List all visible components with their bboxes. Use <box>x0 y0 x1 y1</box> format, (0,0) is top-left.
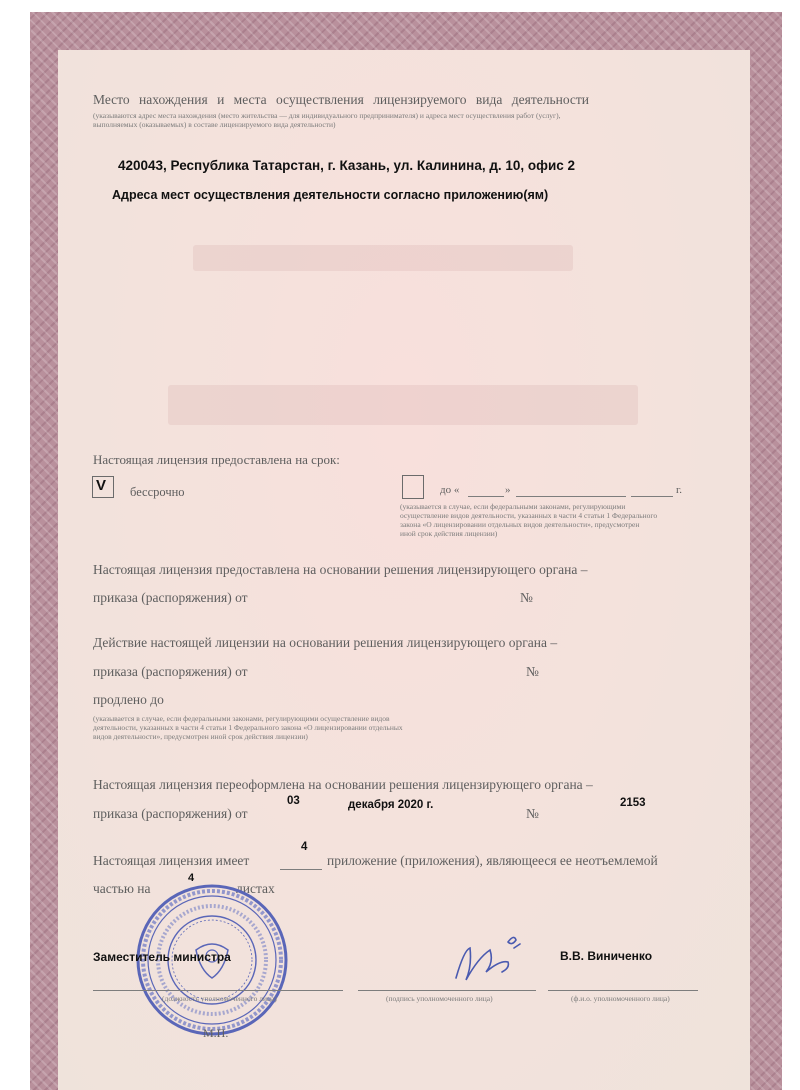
extension-note-2: деятельности, указанных в части 4 статьи 1 Федерального закона «О лицензировании отдельных <box>93 723 403 732</box>
grant-basis-line: Настоящая лицензия предоставлена на основании решения лицензирующего органа – <box>93 562 588 577</box>
term-month-line <box>516 496 626 497</box>
signatory-position: Заместитель министра <box>93 950 231 964</box>
appendix-count: 4 <box>301 841 308 853</box>
term-note-3: закона «О лицензировании отдельных видов деятельности», предусмотрен <box>400 520 640 529</box>
appendix-count-line <box>280 869 322 870</box>
appendix-sheets-label: частью на <box>93 881 151 896</box>
extension-basis-line: Действие настоящей лицензии на основании решения лицензирующего органа – <box>93 635 558 650</box>
term-until-prefix: до « <box>440 484 460 496</box>
name-line <box>548 990 698 991</box>
indefinite-label: бессрочно <box>130 485 185 499</box>
appendix-line-end: приложение (приложения), являющееся ее неотъемлемой <box>327 853 658 868</box>
term-until-quote: » <box>505 484 511 496</box>
reissue-number: 2153 <box>620 797 646 809</box>
extension-note-1: (указывается в случае, если федеральными законами, регулирующими осуществление видов <box>93 714 390 723</box>
term-until-checkbox <box>402 475 424 499</box>
extension-number-label: № <box>526 664 539 679</box>
caption-signature: (подпись уполномоченного лица) <box>386 994 493 1003</box>
extended-until-label: продлено до <box>93 692 164 707</box>
term-day-line <box>468 496 504 497</box>
grant-order-label: приказа (распоряжения) от <box>93 590 248 605</box>
addresses-reference: Адреса мест осуществления деятельности согласно приложению(ям) <box>112 188 549 202</box>
term-note-1: (указывается в случае, если федеральными законами, регулирующими <box>400 502 626 511</box>
location-heading: Место нахождения и места осуществления лицензируемого вида деятельности <box>93 92 590 107</box>
license-page <box>58 50 750 1090</box>
faded-background-print <box>193 245 573 271</box>
term-until-suffix: г. <box>676 484 683 496</box>
signature-line <box>358 990 536 991</box>
appendix-sheets: 4 <box>188 872 195 884</box>
reissue-order-label: приказа (распоряжения) от <box>93 806 248 821</box>
reissue-basis-line: Настоящая лицензия переоформлена на основании решения лицензирующего органа – <box>93 777 593 792</box>
extension-note-3: видов деятельности», предусмотрен иной срок действия лицензии) <box>93 732 308 741</box>
term-label: Настоящая лицензия предоставлена на срок: <box>93 452 340 467</box>
handwritten-signature <box>450 920 530 990</box>
checkbox-check-mark: V <box>96 477 107 494</box>
position-line <box>93 990 343 991</box>
reissue-number-label: № <box>526 806 539 821</box>
term-note-2: осуществление видов деятельности, указанных в части 4 статьи 1 Федерального <box>400 511 658 520</box>
license-address: 420043, Республика Татарстан, г. Казань, ул. Калинина, д. 10, офис 2 <box>118 158 576 173</box>
caption-name: (ф.и.о. уполномоченного лица) <box>571 994 670 1003</box>
term-year-line <box>631 496 673 497</box>
faded-background-print <box>168 385 638 425</box>
location-note-2: выполняемых (оказываемых) в составе лицензируемого вида деятельности) <box>93 120 336 129</box>
seal-place-label: М.П. <box>203 1026 229 1040</box>
reissue-month-year: декабря 2020 г. <box>348 799 434 811</box>
term-note-4: иной срок действия лицензии) <box>400 529 498 538</box>
reissue-day: 03 <box>287 795 300 807</box>
caption-position: (должность уполномоченного лица) <box>162 994 277 1003</box>
location-note-1: (указываются адрес места нахождения (место жительства — для индивидуального предпринимателя) и адреса мест осуществления работ (услуг), <box>93 111 561 120</box>
grant-number-label: № <box>520 590 533 605</box>
appendix-line-start: Настоящая лицензия имеет <box>93 853 250 868</box>
extension-order-label: приказа (распоряжения) от <box>93 664 248 679</box>
signatory-name: В.В. Виниченко <box>560 949 653 963</box>
appendix-sheets-suffix: листах <box>236 881 275 896</box>
